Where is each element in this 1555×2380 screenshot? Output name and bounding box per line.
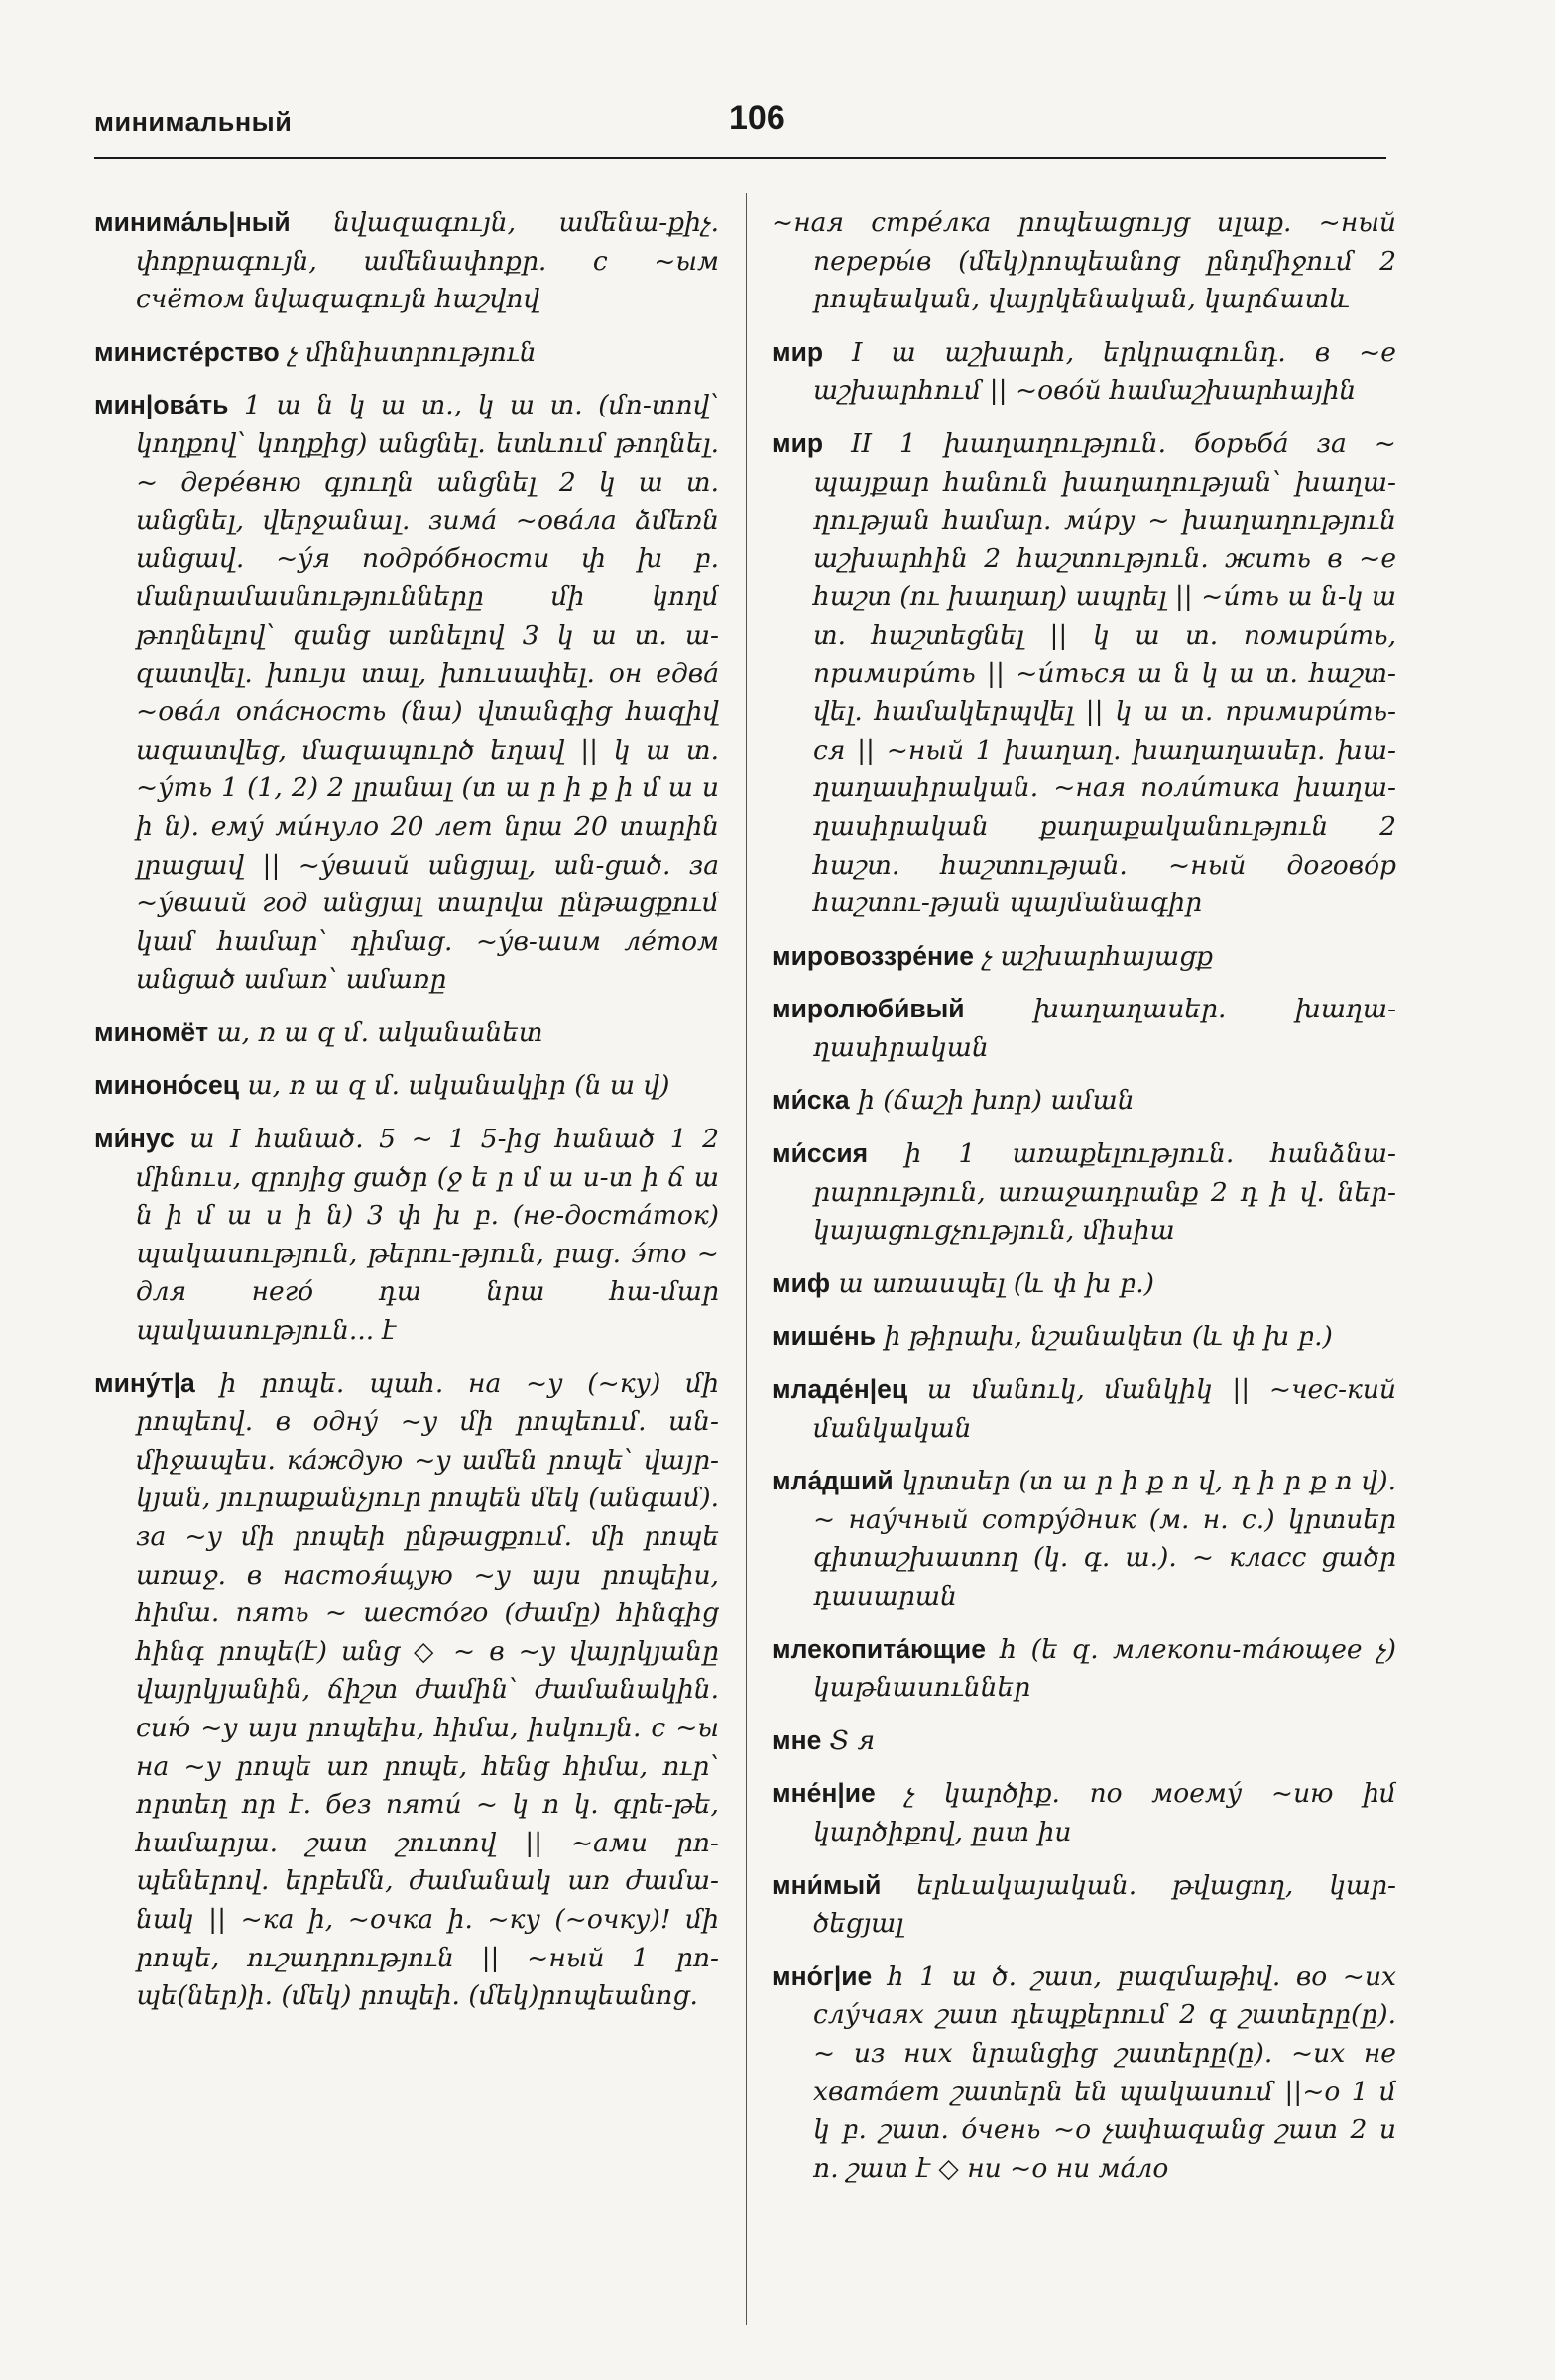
dictionary-entry: [94, 386, 719, 1000]
entry-definition: Տ я: [821, 1725, 876, 1756]
entry-headword: мла́дший: [772, 1466, 894, 1496]
entry-headword: минима́ль|ный: [94, 207, 291, 237]
entry-headword: младе́н|ец: [772, 1374, 908, 1405]
entry-definition: II 1 խաղաղություն. борьба́ за ~ պայքար հանուն խաղաղության՝ խաղա-ղության համար. ми́ру ~ խաղաղություն աշխարհին 2 հաշտություն. жить в ~е հաշտ (ու խաղաղ) ապրել || ~и́ть ա ն-կ ա տ. հաշտեցնել || կ ա տ. помири́ть, примири́ть || ~и́ться ա ն կ ա տ. հաշտ-վել. համակերպվել || կ ա տ. примири́ть-ся || ~ный 1 խաղաղ. խաղաղասեր. խա-ղաղասիրական. ~ная поли́тика խաղա-ղասիրական քաղաքականություն 2 հաշտ. հաշտության. ~ный догово́р հաշտու-թյան պայմանագիր: [813, 427, 1396, 919]
entry-definition: երևակայական. թվացող, կար-ծեցյալ: [813, 1869, 1396, 1940]
entry-headword: мир: [772, 427, 824, 458]
running-head: минимальный: [94, 107, 293, 137]
left-column: [94, 203, 719, 2340]
entry-definition: ի րոպե. պահ. на ~у (~ку) մի րոպեով. в одну́ ~у մի րոպեում. ան-միջապես. ка́ждую ~у ամեն րոպե՝ վայր-կյան, յուրաքանչյուր րոպեն մեկ (անգամ). за ~у մի րոպեի ընթացքում. մի րոպե առաջ. в настоя́щую ~у այս րոպեիս, հիմա. пять ~ шесто́го (ժամը) հինգից հինգ րոպե(է) անց ◇ ~ в ~у վայրկյանը վայրկյանին, ճիշտ ժամին՝ ժամանակին. сию́ ~у այս րոպեիս, հիմա, իսկույն. с ~ы на ~у րոպե առ րոպե, հենց հիմա, ուր՝ որտեղ որ է. без пяти́ ~ կ ո կ. գրե-թե, համարյա. շատ շուտով || ~ами րո-պեներով. երբեմն, ժամանակ առ ժամա-նակ || ~ка ի, ~очка ի. ~ку (~очку)! մի րոպե, ուշադրություն || ~ный 1 րո-պե(ներ)ի. (մեկ) րոպեի. (մեկ)րոպեանոց.: [136, 1368, 719, 2012]
entry-definition: ի (ճաշի խոր) աման: [849, 1085, 1135, 1117]
dictionary-entry: [772, 1462, 1396, 1615]
dictionary-entry: [94, 1013, 719, 1053]
entry-definition: ա I հանած. 5 ~ 1 5-ից հանած 1 2 մինուս, զրոյից ցածր (ջ ե ր մ ա ս-տ ի ճ ա ն ի մ ա ս ի ն) 3 փ խ բ. (не-доста́ток) պակասություն, թերու-թյուն, բաց. э́то ~ для него́ դա նրա հա-մար պակասություն... է: [136, 1124, 719, 1347]
entry-headword: мне: [772, 1725, 822, 1755]
entry-definition: I ա աշխարհ, երկրագունդ. в ~е աշխարհում || ~ово́й համաշխարհային: [813, 336, 1396, 407]
entry-headword: ми́ска: [772, 1085, 850, 1116]
entry-definition: չ կարծիք. по моему́ ~ию իմ կարծիքով, ըստ իս: [813, 1778, 1396, 1847]
dictionary-entry: [772, 203, 1396, 319]
entry-headword: миф: [772, 1267, 831, 1298]
page-number: 106: [729, 99, 785, 137]
dictionary-entry: [94, 203, 719, 319]
entry-definition: ա առասպել (և փ խ բ.): [830, 1267, 1154, 1299]
entry-headword: млекопита́ющие: [772, 1633, 986, 1664]
entry-headword: мировоззре́ние: [772, 940, 975, 971]
entry-headword: министе́рство: [94, 336, 280, 367]
entry-headword: мно́г|ие: [772, 1961, 873, 1991]
entry-definition: ի թիրախ, նշանակետ (և փ խ բ.): [876, 1321, 1333, 1353]
entry-headword: миролюби́вый: [772, 994, 965, 1024]
entry-definition: ~ная стре́лка րոպեացույց սլաք. ~ный переры́в (մեկ)րոպեանոց ընդմիջում 2 րոպեական, վայրկենական, կարճատև: [772, 207, 1396, 315]
entry-headword: миноно́сец: [94, 1070, 240, 1101]
entry-headword: ми́ссия: [772, 1138, 869, 1169]
dictionary-entry: [772, 937, 1396, 977]
dictionary-entry: [772, 1370, 1396, 1448]
entry-definition: ա, ռ ա զ մ. ականակիր (ն ա վ): [239, 1070, 670, 1102]
dictionary-entry: [772, 424, 1396, 923]
entry-definition: հ (ե զ. млекопи-та́ющее չ) կաթնասուններ: [813, 1633, 1396, 1704]
dictionary-entry: [772, 1317, 1396, 1357]
dictionary-entry: [772, 1134, 1396, 1250]
entry-definition: 1 ա ն կ ա տ., կ ա տ. (մո-տով՝ կողքով՝ կողքից) անցնել. ետևում թողնել. ~ дере́вню գյուղն անցնել 2 կ ա տ. անցնել, վերջանալ. зима́ ~ова́ла ձմեռն անցավ. ~у́я подро́бности փ խ բ. մանրամասնությունները մի կողմ թողնելով՝ զանց առնելով 3 կ ա տ. ա-զատվել. խույս տալ, խուսափել. он едва́ ~ова́л опа́сность (նա) վտանգից հազիվ ազատվեց, մազապուրծ եղավ || կ ա տ. ~у́ть 1 (1, 2) 2 լրանալ (տ ա ր ի ք ի մ ա ս ի ն). ему́ ми́нуло 20 лет նրա 20 տարին լրացավ || ~у́вший անցյալ, ան-ցած. за ~у́вший год անցյալ տարվա ընթացքում կամ համար՝ դիմաց. ~у́в-шим ле́том անցած ամառ՝ ամառը: [136, 390, 719, 996]
entry-headword: мину́т|а: [94, 1368, 195, 1398]
entry-definition: չ աշխարհայացք: [974, 940, 1214, 972]
entry-headword: мне́н|ие: [772, 1778, 876, 1809]
entry-headword: мир: [772, 336, 824, 367]
entry-definition: հ 1 ա ծ. շատ, բազմաթիվ. во ~их слу́чаях շատ դեպքերում 2 գ շատերը(ը). ~ из них նրանցից շատերը(ը). ~их не хвата́ет շատերն են պակասում ||~о 1 մ կ բ. շատ. о́чень ~о չափազանց շատ 2 ս ո. շատ է ◇ ни ~о ни ма́ло: [813, 1961, 1396, 2184]
dictionary-entry: [94, 1365, 719, 2016]
entry-definition: նվազագույն, ամենա-քիչ. փոքրագույն, ամենափոքր. с ~ым счётом նվազագույն հաշվով: [136, 207, 719, 315]
dictionary-entry: [94, 1066, 719, 1106]
entry-definition: չ մինիստրություն: [279, 336, 537, 368]
dictionary-entry: [772, 1630, 1396, 1708]
dictionary-entry: [772, 333, 1396, 411]
entry-headword: мин|ова́ть: [94, 390, 229, 420]
entry-definition: խաղաղասեր. խաղա-ղասիրական: [813, 994, 1396, 1063]
page-header: [94, 99, 1386, 159]
dictionary-entry: [772, 1264, 1396, 1304]
dictionary-entry: [772, 990, 1396, 1067]
column-divider: [746, 193, 747, 2325]
dictionary-entry: [94, 1120, 719, 1351]
dictionary-entry: [94, 333, 719, 373]
right-column: [772, 203, 1396, 2340]
header-rule: [94, 157, 1386, 159]
entry-definition: ի 1 առաքելություն. հանձնա-րարություն, առաջադրանք 2 դ ի վ. ներ-կայացուցչություն, միսիա: [813, 1138, 1396, 1247]
entry-definition: ա, ռ ա զ մ. ականանետ: [208, 1016, 543, 1048]
dictionary-entry: [772, 1958, 1396, 2189]
dictionary-entry: [772, 1774, 1396, 1851]
entry-headword: ми́нус: [94, 1124, 175, 1154]
entry-headword: миномёт: [94, 1016, 209, 1047]
entry-headword: мише́нь: [772, 1321, 877, 1352]
entry-headword: мни́мый: [772, 1869, 882, 1900]
entry-definition: ա մանուկ, մանկիկ || ~чес-кий մանկական: [813, 1374, 1396, 1444]
dictionary-entry: [772, 1722, 1396, 1761]
dictionary-entry: [772, 1866, 1396, 1944]
dictionary-entry: [772, 1081, 1396, 1121]
entry-definition: կրտսեր (տ ա ր ի ք ո վ, դ ի ր ք ո վ). ~ нау́чный сотру́дник (м. н. с.) կրտսեր գիտաշխատող (կ. գ. ա.). ~ класс ցածր դասարան: [813, 1466, 1396, 1611]
